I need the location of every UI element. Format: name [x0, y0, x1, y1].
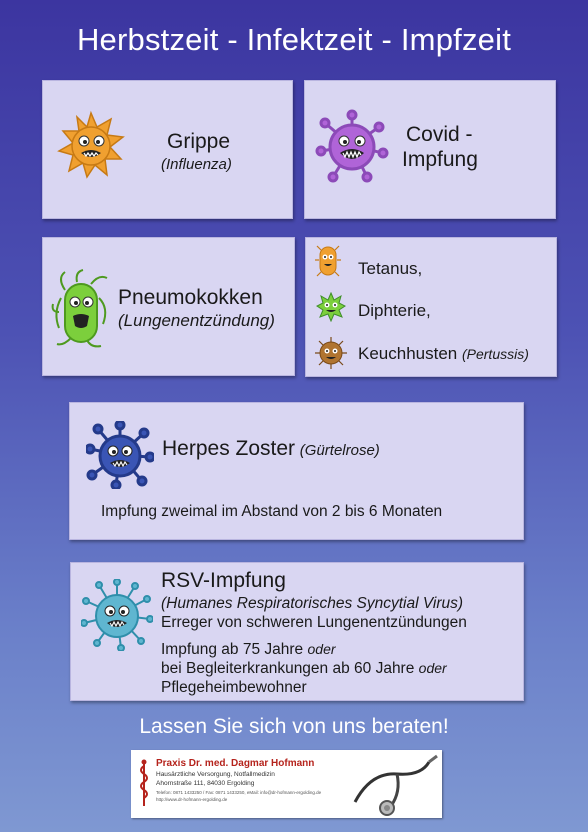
- herpes-card: [69, 402, 524, 540]
- rsv-sub: (Humanes Respiratorisches Syncytial Virus): [161, 595, 464, 612]
- small-orange-virus-icon: [315, 244, 341, 278]
- pneumokokken-card: [42, 237, 295, 376]
- practice-tagline: Hausärztliche Versorgung, Notfallmedizin: [156, 771, 275, 778]
- rsv-line4: Pflegeheimbewohner: [161, 679, 307, 696]
- rsv-line3-or: oder: [418, 660, 447, 676]
- keuchhusten-name: Keuchhusten: [358, 344, 458, 363]
- grippe-name: Grippe: [167, 130, 231, 153]
- keuchhusten-label: [358, 344, 529, 364]
- practice-name: Praxis Dr. med. Dagmar Hofmann: [156, 758, 315, 769]
- small-green-virus-icon: [316, 292, 346, 322]
- call-to-action: Lassen Sie sich von uns beraten!: [139, 715, 449, 738]
- practice-banner: [131, 750, 442, 818]
- covid-line2: Impfung: [402, 148, 478, 171]
- rsv-card: [70, 562, 524, 701]
- rsv-line2: [161, 641, 336, 659]
- blue-virus-icon: [86, 421, 154, 489]
- green-bacterium-icon: [51, 268, 111, 350]
- practice-contact: Telefon: 0871 1433250 / Fax: 0871 1433250, eMail: info@dr-hofmann-ergolding.de: [156, 790, 322, 795]
- herpes-title: [162, 437, 380, 461]
- pneumokokken-name: Pneumokokken: [118, 286, 263, 309]
- practice-address: Ahornstraße 111, 84030 Ergolding: [156, 780, 255, 787]
- stethoscope-icon: [351, 752, 441, 816]
- page-title: Herbstzeit - Infektzeit - Impfzeit: [76, 22, 512, 57]
- rsv-line1: Erreger von schweren Lungenentzündungen: [161, 614, 467, 631]
- pneumokokken-sub: (Lungenentzündung): [118, 311, 275, 330]
- practice-url: http://www.dr-hofmann-ergolding.de: [156, 797, 228, 802]
- small-brown-virus-icon: [315, 337, 347, 369]
- grippe-sub: (Influenza): [161, 156, 232, 173]
- tdp-card: [305, 237, 557, 377]
- herpes-note: Impfung zweimal im Abstand von 2 bis 6 Monaten: [101, 503, 443, 520]
- purple-virus-icon: [315, 109, 389, 183]
- orange-virus-icon: [55, 109, 127, 181]
- rsv-line3: [161, 660, 447, 678]
- keuchhusten-sub: (Pertussis): [461, 346, 529, 362]
- rsv-line3-text: bei Begleiterkrankungen ab 60 Jahre: [161, 660, 415, 677]
- covid-line1: Covid -: [406, 123, 473, 146]
- rsv-name: RSV-Impfung: [161, 569, 286, 592]
- covid-card: [304, 80, 556, 219]
- rsv-line2-text: Impfung ab 75 Jahre: [161, 641, 304, 658]
- tetanus-label: Tetanus,: [358, 259, 423, 278]
- herpes-name: Herpes Zoster: [162, 437, 296, 460]
- rsv-line2-or: oder: [307, 641, 336, 657]
- diphterie-label: Diphterie,: [358, 301, 431, 320]
- practice-logo-icon: [136, 758, 152, 808]
- herpes-sub: (Gürtelrose): [299, 442, 380, 459]
- grippe-card: [42, 80, 293, 219]
- cyan-virus-icon: [81, 579, 153, 651]
